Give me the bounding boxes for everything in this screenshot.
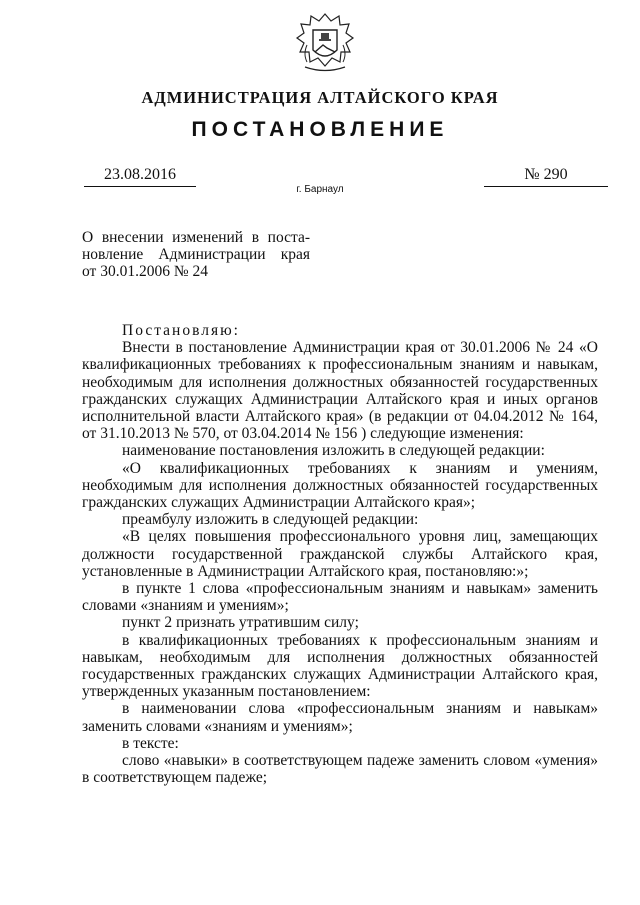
body-paragraph: в пункте 1 слова «профессиональным знаниям и навыкам» заменить словами «знаниям и умениям»; [82, 580, 598, 615]
subject-line: от 30.01.2006 № 24 [82, 263, 208, 280]
decree-word: Постановляю: [122, 322, 240, 339]
subject-line: новление Администрации края [82, 246, 310, 263]
subject-line: О внесении изменений в поста- [82, 229, 310, 246]
body-paragraph: Внести в постановление Администрации края от 30.01.2006 № 24 «О квалификационных требованиях к профессиональным знаниям и навыкам, необходимым для исполнения должностных обязанностей государственных гражданских служащих Администрации Алтайского края и иных органов исполнительной власти Алтайского края» (в редакции от 04.04.2012 № 164, от 31.10.2013 № 570, от 03.04.2014 № 156 ) следующие изменения: [82, 339, 598, 443]
body-paragraph: преамбулу изложить в следующей редакции: [122, 511, 419, 529]
body-paragraph: слово «навыки» в соответствующем падеже заменить словом «умения» в соответствующем падеже; [82, 752, 598, 787]
body-paragraph: в тексте: [122, 734, 179, 752]
body-paragraph: «В целях повышения профессионального уровня лиц, замещающих должности государственной гражданской службы Алтайского края, установленные в Администрации Алтайского края, постановляю:»; [82, 528, 598, 580]
body-paragraph: в наименовании слова «профессиональным знаниям и навыкам» заменить словами «знаниям и умениям»; [82, 700, 598, 735]
document-body [82, 322, 598, 786]
body-paragraph: пункт 2 признать утратившим силу; [122, 614, 359, 632]
organization-name: АДМИНИСТРАЦИЯ АЛТАЙСКОГО КРАЯ [141, 88, 499, 107]
coat-of-arms-icon [295, 12, 355, 74]
document-type: ПОСТАНОВЛЕНИЕ [191, 118, 449, 141]
body-paragraph: в квалификационных требованиях к профессиональным знаниям и навыкам, необходимым для исполнения должностных обязанностей государственных гражданских служащих Администрации Алтайского края, утвержденных указанным постановлением: [82, 631, 598, 701]
body-paragraph: наименование постановления изложить в следующей редакции: [122, 442, 545, 460]
document-date: 23.08.2016 [84, 166, 196, 187]
body-paragraph: «О квалификационных требованиях к знаниям и умениям, необходимым для исполнения должностных обязанностей государственных гражданских служащих Администрации Алтайского края»; [82, 459, 598, 512]
document-city: г. Барнаул [296, 184, 344, 195]
document-number: № 290 [484, 166, 608, 187]
document-subject [82, 229, 310, 280]
